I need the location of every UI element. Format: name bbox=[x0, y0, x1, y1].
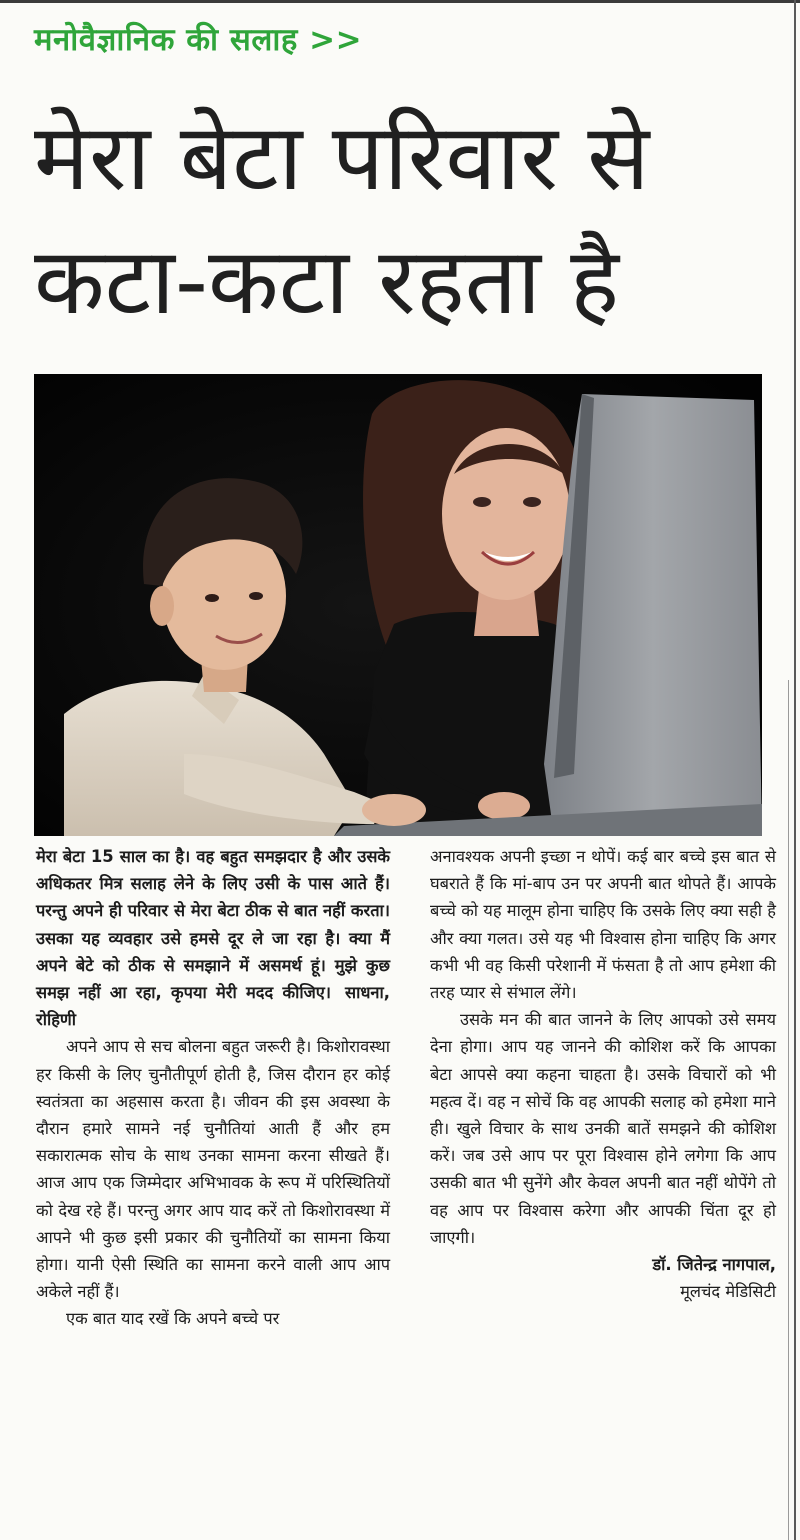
question-sender: साधना, रोहिणी bbox=[36, 983, 390, 1030]
answer-paragraph-2-start: एक बात याद रखें कि अपने बच्चे पर bbox=[66, 1309, 280, 1329]
section-kicker: मनोवैज्ञानिक की सलाह >> bbox=[34, 22, 363, 58]
author-affiliation: मूलचंद मेडिसिटी bbox=[680, 1282, 776, 1302]
author-name: डॉ. जितेन्द्र नागपाल, bbox=[652, 1255, 776, 1275]
answer-paragraph-1: अपने आप से सच बोलना बहुत जरूरी है। किशोरावस्था हर किसी के लिए चुनौतीपूर्ण होती है, जिस दौरान हर कोई स्वतंत्रता का अहसास करता है। जीवन की इस अवस्था के दौरान हमारे सामने नई चुनौतियां आती हैं और हम सकारात्मक सोच के साथ उनका सामना करना सीखते हैं। आज आप एक जिम्मेदार अभिभावक के रूप में परिस्थितियों को देख रहे हैं। परन्तु अगर आप याद करें तो किशोरावस्था में आपने भी कुछ इसी प्रकार की चुनौतियों का सामना किया होगा। यानी ऐसी स्थिति का सामना करने वाली आप आप अकेले नहीं हैं। bbox=[36, 1037, 390, 1302]
article-photo bbox=[34, 374, 762, 836]
answer-paragraph-2-cont: अनावश्यक अपनी इच्छा न थोपें। कई बार बच्चे इस बात से घबराते हैं कि मां-बाप उन पर अपनी बात थोपते हैं। आपके बच्चे को यह मालूम होना चाहिए कि उसके लिए क्या सही है और क्या गलत। उसे यह भी विश्वास होना चाहिए कि अगर कभी भी वह किसी परेशानी में फंसता है तो आप हमेशा की तरह प्यार से संभाल लेंगे। bbox=[430, 847, 776, 1003]
column-edge-rule bbox=[788, 680, 789, 1540]
column-left bbox=[36, 843, 390, 1333]
column-right bbox=[430, 843, 776, 1305]
answer-paragraph-3: उसके मन की बात जानने के लिए आपको उसे समय देना होगा। आप यह जानने की कोशिश करें कि आपका बेटा आपसे क्या कहना चाहता है। उसके विचारों को भी महत्व दें। वह न सोचें कि वह आपकी सलाह को हमेशा माने ही। खुले विचार के साथ उनकी बातें समझने की कोशिश करें। जब उसे आप पर पूरा विश्वास होने लगेगा कि आप उसकी बात भी सुनेंगे और केवल अपनी बात नहीं थोपेंगे तो वह आप पर विश्वास करेगा और आपकी चिंता दूर हो जाएगी। bbox=[430, 1010, 776, 1247]
headline-line-2: कटा-कटा रहता है bbox=[34, 228, 619, 335]
top-rule bbox=[0, 0, 800, 3]
photo-illustration bbox=[34, 374, 762, 836]
headline-line-1: मेरा बेटा परिवार से bbox=[34, 104, 650, 211]
question-text: मेरा बेटा 15 साल का है। वह बहुत समझदार है और उसके अधिकतर मित्र सलाह लेने के लिए उसी के पास आते हैं। परन्तु अपने ही परिवार से मेरा बेटा ठीक से बात नहीं करता। उसका यह व्यवहार उसे हमसे दूर ले जा रहा है। क्या मैं अपने बेटे को ठीक से समझाने में असमर्थ हूं। मुझे कुछ समझ नहीं आ रहा, कृपया मेरी मदद कीजिए। bbox=[36, 847, 390, 1003]
page-edge-rule bbox=[794, 0, 796, 1540]
headline bbox=[34, 96, 774, 344]
reader-question bbox=[36, 843, 390, 1033]
